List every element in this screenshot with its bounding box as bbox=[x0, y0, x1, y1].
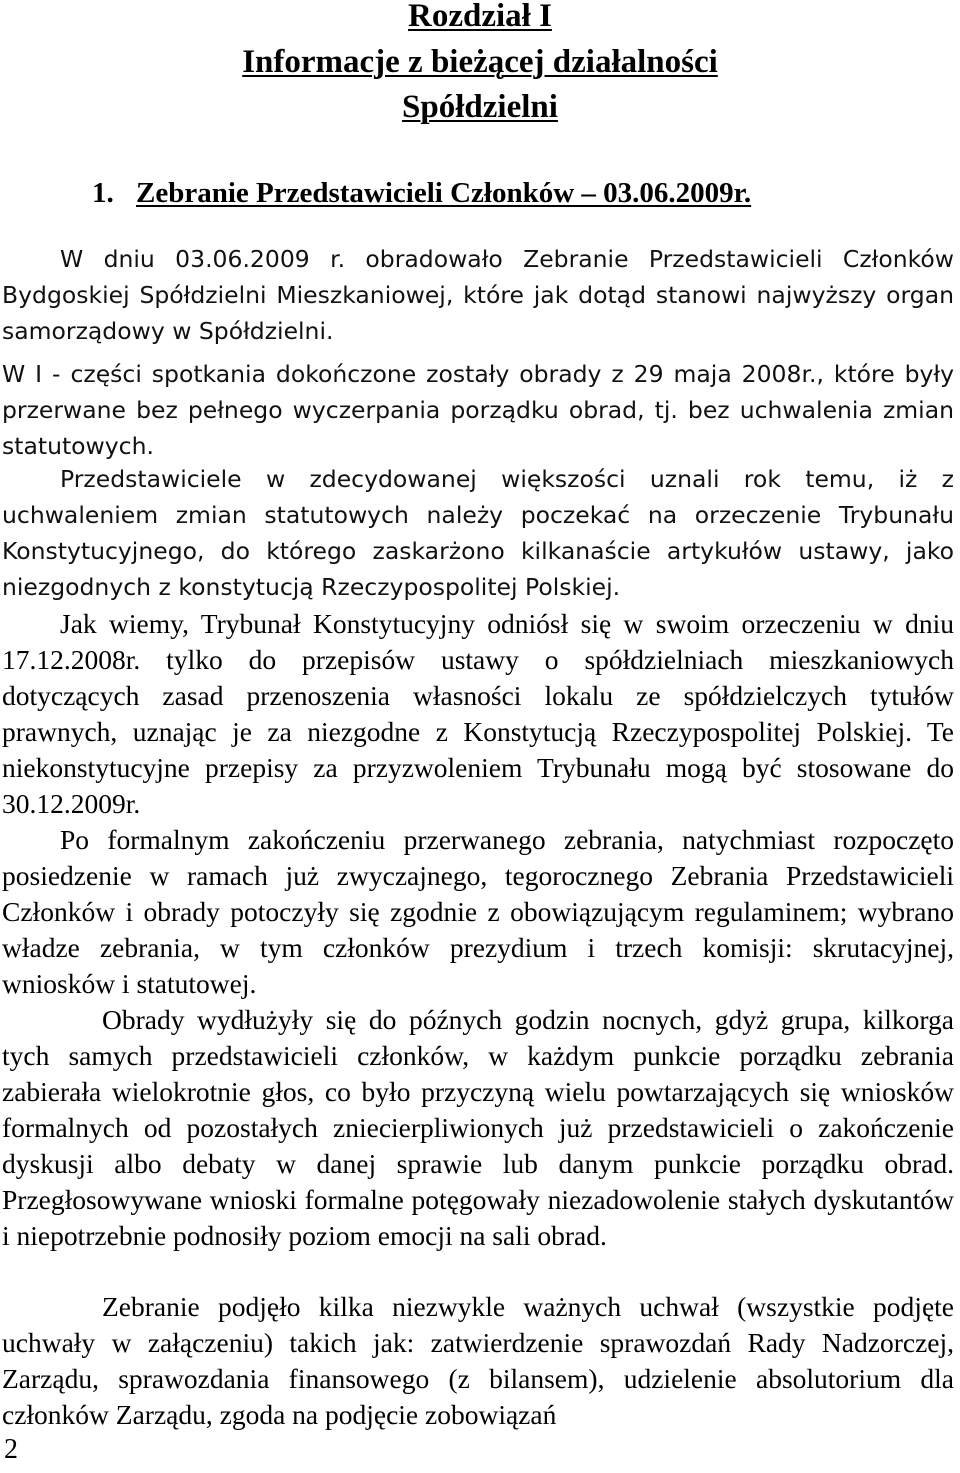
page-number: 2 bbox=[4, 1434, 18, 1465]
paragraph-first-part: W I - części spotkania dokończone zostały obrady z 29 maja 2008r., które były przerwane bez pełnego wyczerpania porządku obrad, tj. bez uchwalenia zmian statutowych. bbox=[2, 360, 954, 460]
paragraph-new-meeting: Po formalnym zakończeniu przerwanego zebrania, natychmiast rozpoczęto posiedzenie w ramach już zwyczajnego, tegorocznego Zebrania Przedstawicieli Członków i obrady potoczyły się zgodnie z obowiązującym regulaminem; wybrano władze zebrania, w tym członków prezydium i trzech komisji: skrutacyjnej, wniosków i statutowej. bbox=[2, 824, 954, 999]
section-heading bbox=[92, 175, 751, 211]
chapter-title-line-1: Informacje z bieżącej działalności bbox=[242, 44, 718, 80]
paragraph-representatives: Przedstawiciele w zdecydowanej większości uznali rok temu, iż z uchwaleniem zmian statutowych należy poczekać na orzeczenie Trybunału Konstytucyjnego, do którego zaskarżono kilkanaście artykułów ustawy, jako niezgodnych z konstytucją Rzeczypospolitej Polskiej. bbox=[2, 465, 954, 601]
paragraph-meeting-intro: W dniu 03.06.2009 r. obradowało Zebranie Przedstawicieli Członków Bydgoskiej Spółdzielni Mieszkaniowej, które jak dotąd stanowi najwyższy organ samorządowy w Spółdzielni. bbox=[2, 245, 954, 345]
chapter-heading: Rozdział I bbox=[408, 0, 552, 34]
section-title: Zebranie Przedstawicieli Członków – 03.06.2009r. bbox=[136, 177, 752, 209]
section-number: 1. bbox=[92, 177, 114, 209]
chapter-title-line-2: Spółdzielni bbox=[402, 89, 558, 125]
paragraph-tribunal: Jak wiemy, Trybunał Konstytucyjny odniósł się w swoim orzeczeniu w dniu 17.12.2008r. tylko do przepisów ustawy o spółdzielniach mieszkaniowych dotyczących zasad przenoszenia własności lokalu ze spółdzielczych tytułów prawnych, uznając je za niezgodne z Konstytucją Rzeczypospolitej Polskiej. Te niekonstytucyjne przepisy za przyzwoleniem Trybunału mogą być stosowane do 30.12.2009r. bbox=[2, 608, 954, 819]
paragraph-deliberations: Obrady wydłużyły się do późnych godzin nocnych, gdyż grupa, kilkorga tych samych przedstawicieli członków, w każdym punkcie porządku zebrania zabierała wielokrotnie głos, co było przyczyną wielu powtarzających się wniosków formalnych od pozostałych zniecierpliwionych już przedstawicieli o zakończenie dyskusji albo debaty w danej sprawie lub danym punkcie porządku obrad. Przegłosowywane wnioski formalne potęgowały niezadowolenie stałych dyskutantów i niepotrzebnie podnosiły poziom emocji na sali obrad. bbox=[2, 1004, 954, 1251]
paragraph-resolutions: Zebranie podjęło kilka niezwykle ważnych uchwał (wszystkie podjęte uchwały w załączeniu) takich jak: zatwierdzenie sprawozdań Rady Nadzorczej, Zarządu, sprawozdania finansowego (z bilansem), udzielenie absolutorium dla członków Zarządu, zgoda na podjęcie zobowiązań bbox=[2, 1291, 954, 1430]
